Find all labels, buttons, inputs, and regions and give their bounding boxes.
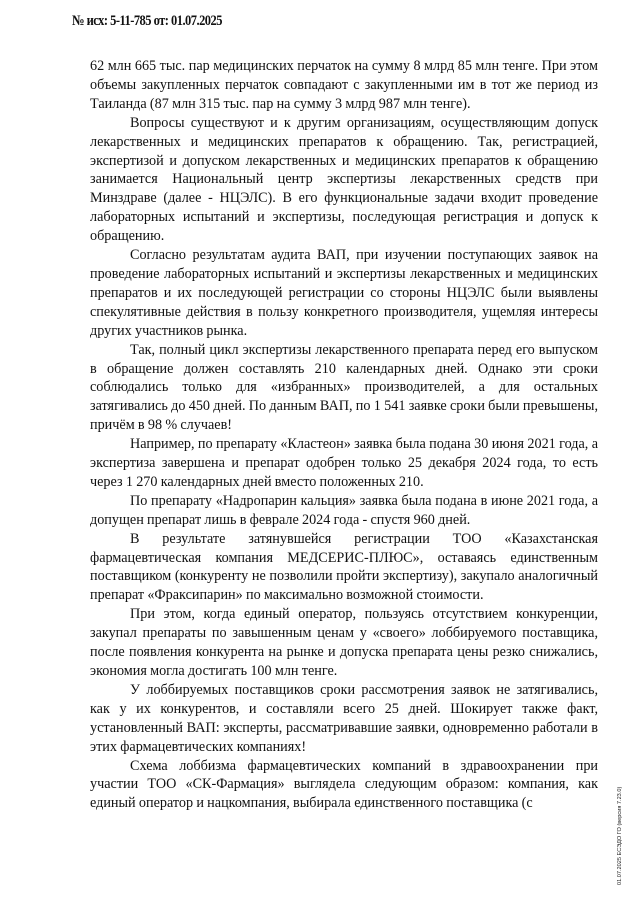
paragraph-medseris-plus: В результате затянувшейся регистрации ТОО «Казахстанская фармацевтическая компания МЕДСЕРИС-ПЛЮС», оставаясь единственным поставщиком (конкуренту не позволили пройти экспертизу), закупало аналогичный препарат «Фраксипарин» по максимально возможной стоимости.: [90, 530, 598, 604]
paragraph-klasteon-example: Например, по препарату «Кластеон» заявка была подана 30 июня 2021 года, а экспертиза завершена и препарат одобрен только 25 декабря 2024 года, то есть через 1 270 календарных дней вместо положенных 210.: [90, 436, 598, 490]
paragraph-lobbying-scheme: Схема лоббизма фармацевтических компаний в здравоохранении при участии ТОО «СК-Фармация» выглядела следующим образом: компания, как единый оператор и нацкомпания, выбирала единственного поставщика (с: [90, 757, 598, 812]
paragraph-nadroparin-example: По препарату «Надропарин кальция» заявка была подана в июне 2021 года, а допущен препарат лишь в феврале 2024 года - спустя 960 дней.: [90, 492, 598, 528]
paragraph-gloves-volume: 62 млн 665 тыс. пар медицинских перчаток на сумму 8 млрд 85 млн тенге. При этом объемы закупленных перчаток совпадают с закупленными им в тот же период из Таиланда (87 млн 315 тыс. пар на сумму 3 млрд 987 млн тенге).: [90, 58, 598, 112]
paragraph-expertise-cycle: Так, полный цикл экспертизы лекарственного препарата перед его выпуском в обращение должен составлять 210 календарных дней. Однако эти сроки соблюдались только для «избранных» производителей, а для остальных затягивались до 450 дней. По данным ВАП, по 1 541 заявке сроки были превышены, причём в 98 % случаев!: [90, 341, 598, 434]
paragraph-lobbied-suppliers: У лоббируемых поставщиков сроки рассмотрения заявок не затягивались, как у их конкурентов, и составляли всего 25 дней. Шокирует также факт, установленный ВАП: эксперты, рассматривавшие заявки, одновременно работали в этих фармацевтических компаниях!: [90, 681, 598, 755]
document-number-header: № исх: 5-11-785 от: 01.07.2025: [72, 13, 222, 29]
paragraph-audit-results: Согласно результатам аудита ВАП, при изучении поступающих заявок на проведение лабораторных испытаний и экспертизы лекарственных и медицинских препаратов и их последующей регистрации со стороны НЦЭЛС были выявлены спекулятивные действия в пользу конкретного производителя, ущемляя интересы других участников рынка.: [90, 247, 598, 339]
edms-side-stamp: 01.07.2025 ЕСЭДО ГО (версия 7.23.0): [617, 786, 623, 885]
paragraph-other-organizations: Вопросы существуют и к другим организациям, осуществляющим допуск лекарственных и медицинских препаратов к обращению. Так, регистрацией, экспертизой и допуском лекарственных и медицинских препаратов к обращению занимается Национальный центр экспертизы лекарственных средств при Минздраве (далее - НЦЭЛС). В его функциональные задачи входит проведение лабораторных испытаний и экспертизы, последующая регистрация и допуск к обращению.: [90, 114, 598, 245]
document-body: [90, 57, 598, 813]
paragraph-single-operator-prices: При этом, когда единый оператор, пользуясь отсутствием конкуренции, закупал препараты по завышенным ценам у «своего» лоббируемого поставщика, после появления конкурента на рынке и допуска препарата цены резко снижались, экономия могла достигать 100 млн тенге.: [90, 606, 598, 679]
